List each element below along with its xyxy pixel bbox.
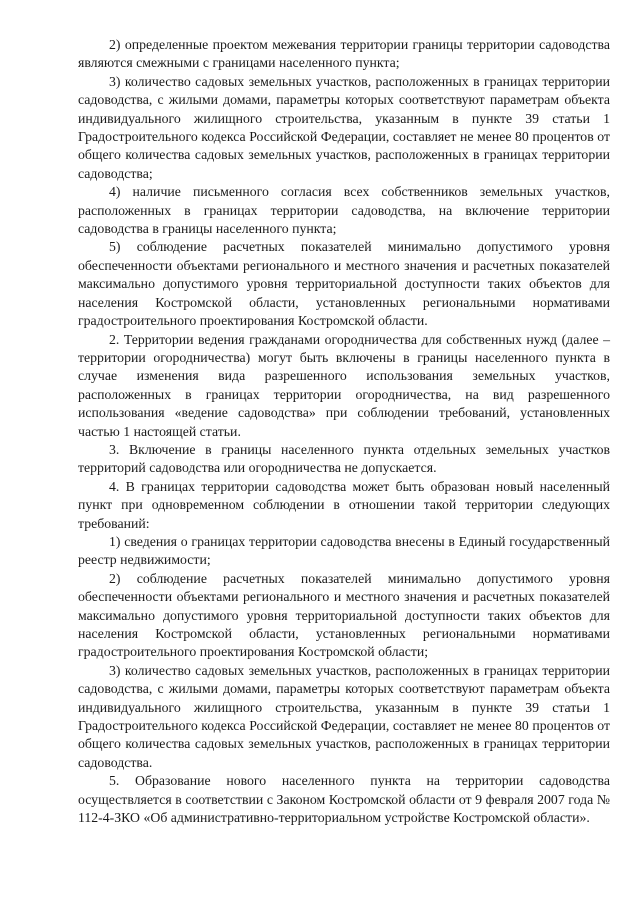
paragraph-item-4-owners-consent: 4) наличие письменного согласия всех собственников земельных участков, расположенных в границах территории садоводства, на включение территории садоводства в границы населенного пункта; [78, 184, 610, 237]
paragraph-item-5-indicators: 5) соблюдение расчетных показателей минимально допустимого уровня обеспеченности объектами регионального и местного значения и расчетных показателей максимально допустимого уровня территориальной доступности таких объектов для населения Костромской области, установленных региональными нормативами градостроительного проектирования Костромской области. [78, 239, 610, 329]
paragraph-requirement-3-plots-count: 3) количество садовых земельных участков, расположенных в границах территории садоводства, с жилыми домами, параметры которых соответствуют параметрам объекта индивидуального жилищного строительства, указанным в пункте 39 статьи 1 Градостроительного кодекса Российской Федерации, составляет не менее 80 процентов от общего количества садовых земельных участков, расположенных в границах территории садоводства. [78, 662, 610, 770]
paragraph-item-3-plots-count: 3) количество садовых земельных участков, расположенных в границах территории садоводства, с жилыми домами, параметры которых соответствуют параметрам объекта индивидуального жилищного строительства, указанным в пункте 39 статьи 1 Градостроительного кодекса Российской Федерации, составляет не менее 80 процентов от общего количества садовых земельных участков, расположенных в границах территории садоводства; [78, 73, 610, 181]
paragraph-item-2-boundaries: 2) определенные проектом межевания территории границы территории садоводства являются смежными с границами населенного пункта; [78, 37, 610, 71]
paragraph-section-2-gardening: 2. Территории ведения гражданами огородничества для собственных нужд (далее – территории огородничества) могут быть включены в границы населенного пункта в случае изменения вида разрешенного использования земельных участков, расположенных в границах территории огородничества, на вид разрешенного использования «ведение садоводства» при соблюдении требований, установленных частью 1 настоящей статьи. [78, 331, 610, 439]
paragraph-section-4-new-settlement: 4. В границах территории садоводства может быть образован новый населенный пункт при одновременном соблюдении в отношении такой территории следующих требований: [78, 478, 610, 531]
paragraph-requirement-2-indicators: 2) соблюдение расчетных показателей минимально допустимого уровня обеспеченности объектами регионального и местного значения и расчетных показателей максимально допустимого уровня территориальной доступности таких объектов для населения Костромской области, установленных региональными нормативами градостроительного проектирования Костромской области; [78, 570, 610, 660]
paragraph-requirement-1-registry: 1) сведения о границах территории садоводства внесены в Единый государственный реестр недвижимости; [78, 533, 610, 568]
paragraph-section-3-exclusion: 3. Включение в границы населенного пункта отдельных земельных участков территорий садоводства или огородничества не допускается. [78, 441, 610, 476]
paragraph-section-5-law-reference: 5. Образование нового населенного пункта на территории садоводства осуществляется в соответствии с Законом Костромской области от 9 февраля 2007 года № 112-4-ЗКО «Об административно-территориальном устройстве Костромской области». [78, 773, 610, 826]
